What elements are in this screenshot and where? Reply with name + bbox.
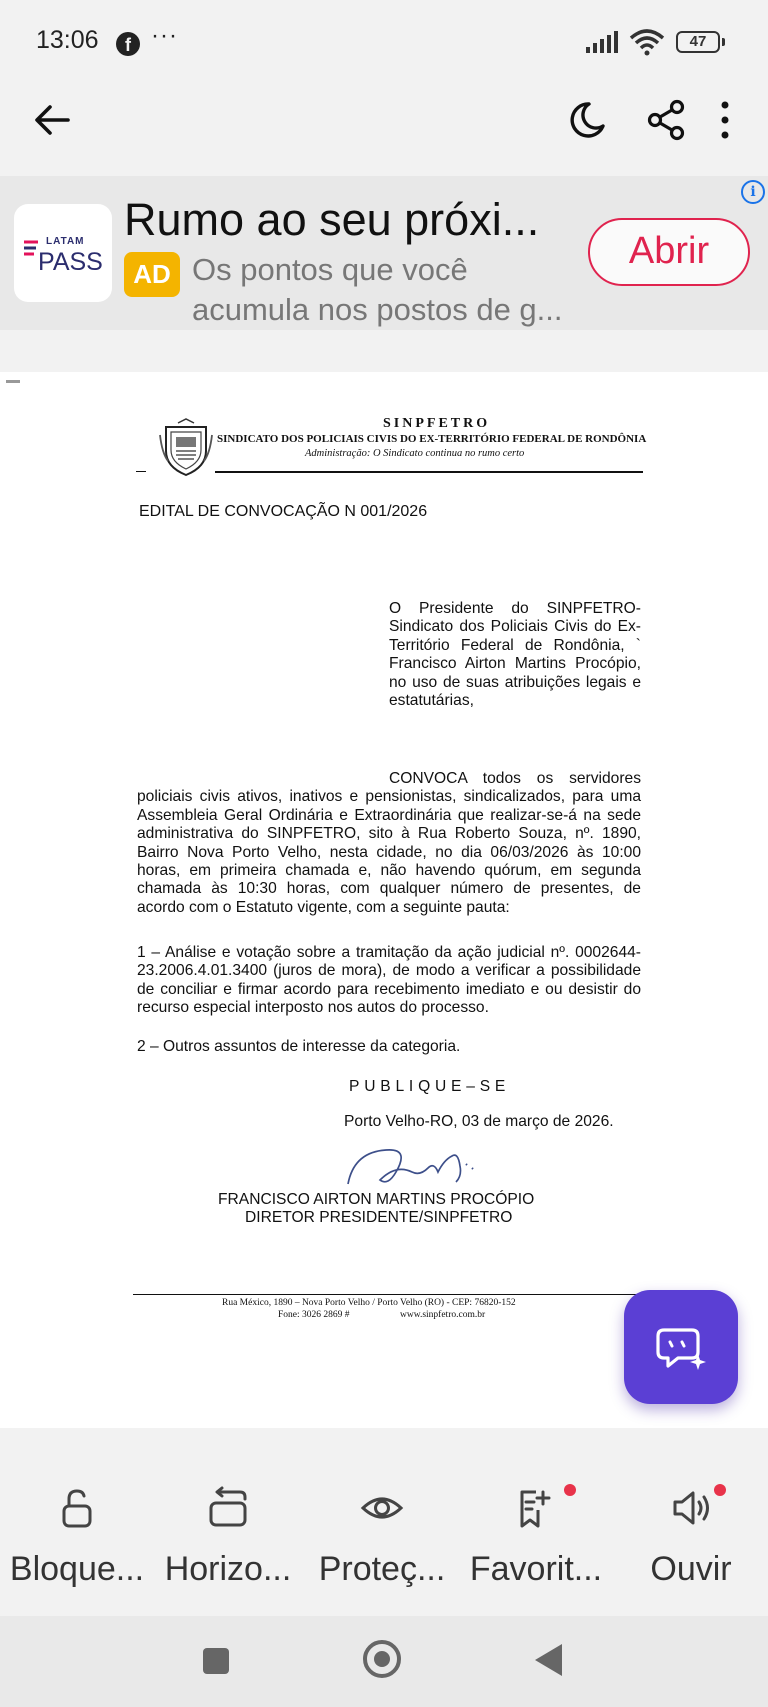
night-mode-icon[interactable] [563,96,611,144]
recent-apps-icon[interactable] [203,1648,229,1674]
share-icon[interactable] [643,96,691,144]
lock-action-label: Bloque... [9,1550,145,1588]
home-icon[interactable] [363,1640,401,1678]
favorites-notification-dot [564,1484,576,1496]
footer-rule [133,1294,643,1295]
org-name: SINPFETRO [383,416,491,431]
bottom-action-bar [0,1468,768,1616]
publish-notice: PUBLIQUE–SE [349,1078,511,1095]
listen-notification-dot [714,1484,726,1496]
app-toolbar [0,88,768,178]
place-date: Porto Velho-RO, 03 de março de 2026. [344,1113,614,1130]
footer-address: Rua México, 1890 – Nova Porto Velho / Porto Velho (RO) - CEP: 76820-152 [222,1298,516,1308]
eye-protection-label: Proteç... [318,1550,446,1588]
signer-name: FRANCISCO AIRTON MARTINS PROCÓPIO [218,1191,535,1208]
status-bar [0,0,768,88]
eye-icon [360,1486,404,1530]
battery-icon: 47 [676,31,720,53]
rotate-action[interactable] [151,1486,305,1596]
ai-assistant-button[interactable] [624,1290,738,1404]
lock-action[interactable] [0,1486,154,1596]
listen-action[interactable] [614,1486,768,1596]
agenda-item-1: 1 – Análise e votação sobre a tramitação da ação judicial nº. 0002644-23.2006.4.01.3400 (juros de mora), de modo a verificar a possibilidade de conciliar e firmar acordo para recebimento imediato e ou desistir do recurso especial interposto nos autos do processo. [137,944,641,1017]
pass-brand-text: PASS [38,248,103,276]
ad-info-icon[interactable]: i [741,180,765,204]
org-full-name: SINDICATO DOS POLICIAIS CIVIS DO EX-TERRITÓRIO FEDERAL DE RONDÔNIA [217,433,647,445]
more-options-icon[interactable] [710,96,740,144]
status-time: 13:06 [36,26,99,54]
lock-icon [55,1486,99,1530]
document-title: EDITAL DE CONVOCAÇÃO N 001/2026 [139,503,428,520]
rotate-screen-icon [206,1486,250,1530]
ad-description[interactable]: Os pontos que você acumula nos postos de g... [192,252,563,327]
rotate-action-label: Horizo... [164,1550,292,1588]
org-motto: Administração: O Sindicato continua no rumo certo [305,448,525,459]
back-arrow-icon[interactable] [28,96,76,144]
wifi-icon [629,28,665,56]
signal-icon [586,30,622,54]
footer-website: www.sinpfetro.com.br [400,1310,486,1320]
eye-protection-action[interactable] [305,1486,459,1596]
listen-action-label: Ouvir [650,1550,732,1588]
speaker-icon [669,1486,713,1530]
latam-brand-text: LATAM [46,236,85,247]
bookmark-add-icon [514,1486,558,1530]
ad-open-button[interactable]: Abrir [588,218,750,286]
footer-phone: Fone: 3026 2869 # [278,1310,350,1320]
system-navigation-bar [0,1616,768,1707]
header-rule [215,471,643,473]
header-rule-short [136,471,146,472]
document-page[interactable] [0,372,768,1428]
president-paragraph: O Presidente do SINPFETRO-Sindicato dos Policiais Civis do Ex-Território Federal de Rondônia, ` Francisco Airton Martins Procópio, no uso de suas atribuições legais e estatutárias, [389,600,641,710]
favorites-action-label: Favorit... [469,1550,603,1588]
latam-pass-logo [14,204,112,302]
ad-banner[interactable] [0,176,768,330]
agenda-item-2: 2 – Outros assuntos de interesse da categoria. [137,1038,461,1055]
facebook-notification-icon: f [116,32,140,56]
signer-role: DIRETOR PRESIDENTE/SINPFETRO [245,1209,513,1226]
ai-chat-icon [652,1318,710,1376]
more-notifications-icon: ··· [151,22,178,49]
favorites-action[interactable] [459,1486,613,1596]
ad-badge: AD [124,252,180,297]
system-back-icon[interactable] [535,1644,562,1676]
page-corner-mark [6,380,20,383]
convocation-paragraph: CONVOCA todos os servidores policiais civis ativos, inativos e pensionistas, sindicalizados, para uma Assembleia Geral Ordinária e Extraordinária que realizar-se-á na sede administrativa do SINPFETRO, sito à Rua Roberto Souza, nº. 1890, Bairro Nova Porto Velho, nesta cidade, no dia 06/03/2026 às 10:00 horas, em primeira chamada e, não havendo quórum, em segunda chamada às 10:30 horas, com qualquer número de presentes, de acordo com o Estatuto vigente, com a seguinte pauta: [137,770,641,916]
union-crest-icon [158,417,214,477]
ad-headline[interactable]: Rumo ao seu próxi... [124,194,540,245]
